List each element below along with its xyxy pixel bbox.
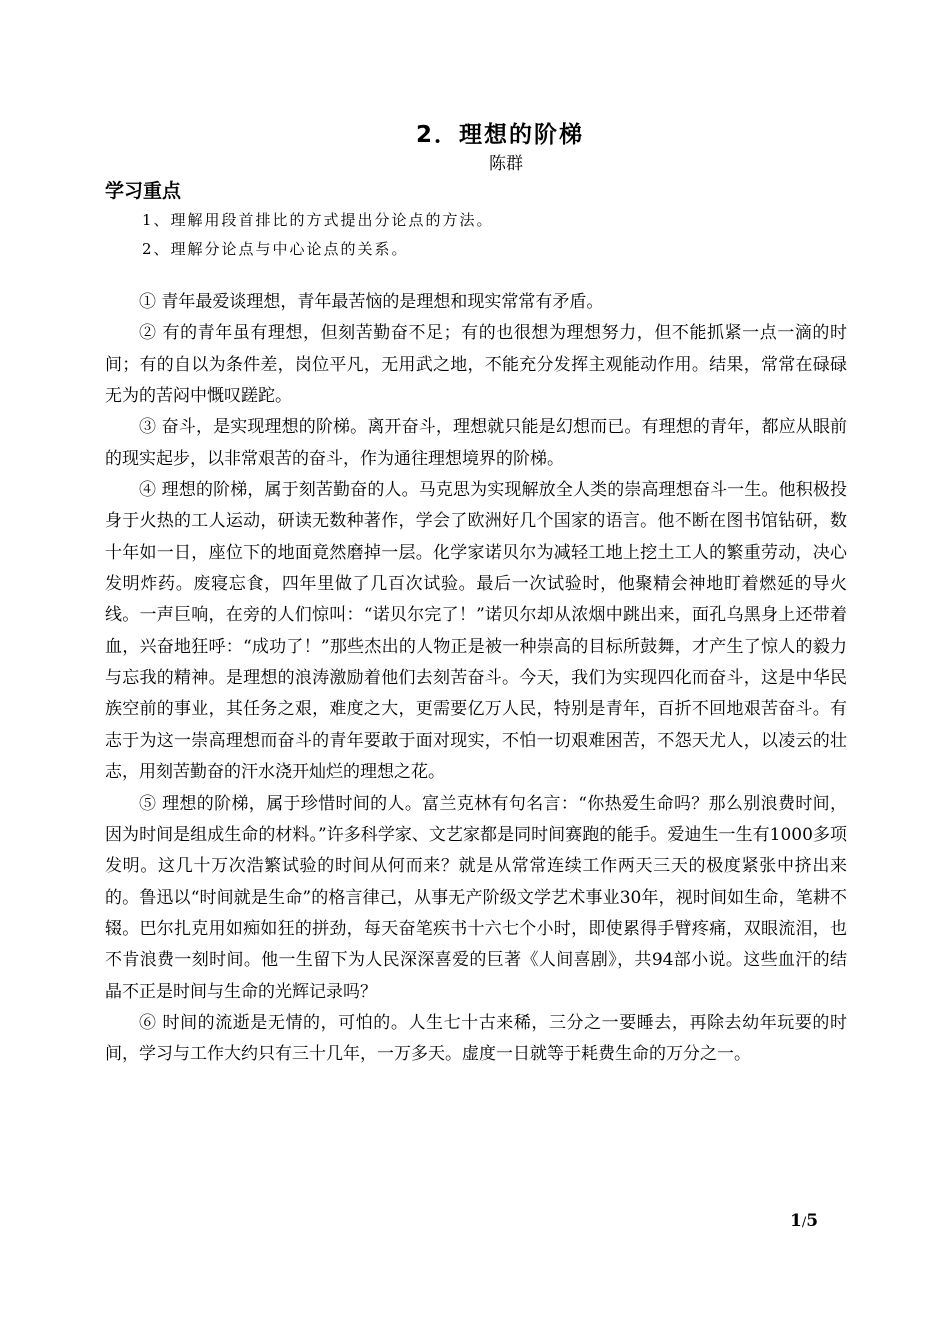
page-current: 1 bbox=[790, 1211, 802, 1231]
study-focus-item: 2、理解分论点与中心论点的关系。 bbox=[142, 240, 409, 258]
paragraph-1: ① 青年最爱谈理想，青年最苦恼的是理想和现实常常有矛盾。 bbox=[139, 292, 604, 312]
article-body bbox=[105, 287, 847, 1071]
paragraph-4: ④ 理想的阶梯，属于刻苦勤奋的人。马克思为实现解放全人类的崇高理想奋斗一生。他积极投身于火热的工人运动，研读无数种著作，学会了欧洲好几个国家的语言。他不断在图书馆钻研，数十年如一日，座位下的地面竟然磨掉一层。化学家诺贝尔为减轻工地上挖土工人的繁重劳动，决心发明炸药。废寝忘食，四年里做了几百次试验。最后一次试验时，他聚精会神地盯着燃延的导火线。一声巨响，在旁的人们惊叫：“诺贝尔完了！”诺贝尔却从浓烟中跳出来，面孔乌黑身上还带着血，兴奋地狂呼：“成功了！”那些杰出的人物正是被一种崇高的目标所鼓舞，才产生了惊人的毅力与忘我的精神。是理想的浪涛激励着他们去刻苦奋斗。今天，我们为实现四化而奋斗，这是中华民族空前的事业，其任务之艰，难度之大，更需要亿万人民，特别是青年，百折不回地艰苦奋斗。有志于为这一崇高理想而奋斗的青年要敢于面对现实，不怕一切艰难困苦，不怨天尤人，以凌云的壮志，用刻苦勤奋的汗水浇开灿烂的理想之花。 bbox=[105, 480, 847, 783]
paragraph-3: ③ 奋斗，是实现理想的阶梯。离开奋斗，理想就只能是幻想而已。有理想的青年，都应从眼前的现实起步，以非常艰苦的奋斗，作为通往理想境界的阶梯。 bbox=[105, 417, 847, 469]
paragraph-5: ⑤ 理想的阶梯，属于珍惜时间的人。富兰克林有句名言：“你热爱生命吗？那么别浪费时间，因为时间是组成生命的材料。”许多科学家、文艺家都是同时间赛跑的能手。爱迪生一生有1000多项发明。这几十万次浩繁试验的时间从何而来？就是从常常连续工作两天三天的极度紧张中挤出来的。鲁迅以“时间就是生命”的格言律己，从事无产阶级文学艺术事业30年，视时间如生命，笔耕不辍。巴尔扎克用如痴如狂的拼劲，每天奋笔疾书十六七个小时，即使累得手臂疼痛，双眼流泪，也不肯浪费一刻时间。他一生留下为人民深深喜爱的巨著《人间喜剧》，共94部小说。这些血汗的结晶不正是时间与生命的光辉记录吗？ bbox=[105, 793, 847, 1002]
study-focus-heading: 学习重点 bbox=[105, 180, 182, 202]
paragraph-6: ⑥ 时间的流逝是无情的，可怕的。人生七十古来稀，三分之一要睡去，再除去幼年玩要的时间，学习与工作大约只有三十几年，一万多天。虚度一日就等于耗费生命的万分之一。 bbox=[105, 1012, 847, 1065]
page-separator: / bbox=[801, 1215, 807, 1230]
study-focus-item: 1、理解用段首排比的方式提出分论点的方法。 bbox=[142, 211, 494, 229]
page-number bbox=[790, 1211, 818, 1231]
paragraph-2: ② 有的青年虽有理想，但刻苦勤奋不足；有的也很想为理想努力，但不能抓紧一点一滴的时间；有的自以为条件差，岗位平凡，无用武之地，不能充分发挥主观能动作用。结果，常常在碌碌无为的苦闷中慨叹蹉跎。 bbox=[105, 323, 847, 407]
author-name: 陈群 bbox=[489, 154, 523, 174]
study-focus-list bbox=[142, 206, 494, 264]
page-total: 5 bbox=[806, 1211, 819, 1231]
page-title: 2．理想的阶梯 bbox=[415, 122, 584, 148]
